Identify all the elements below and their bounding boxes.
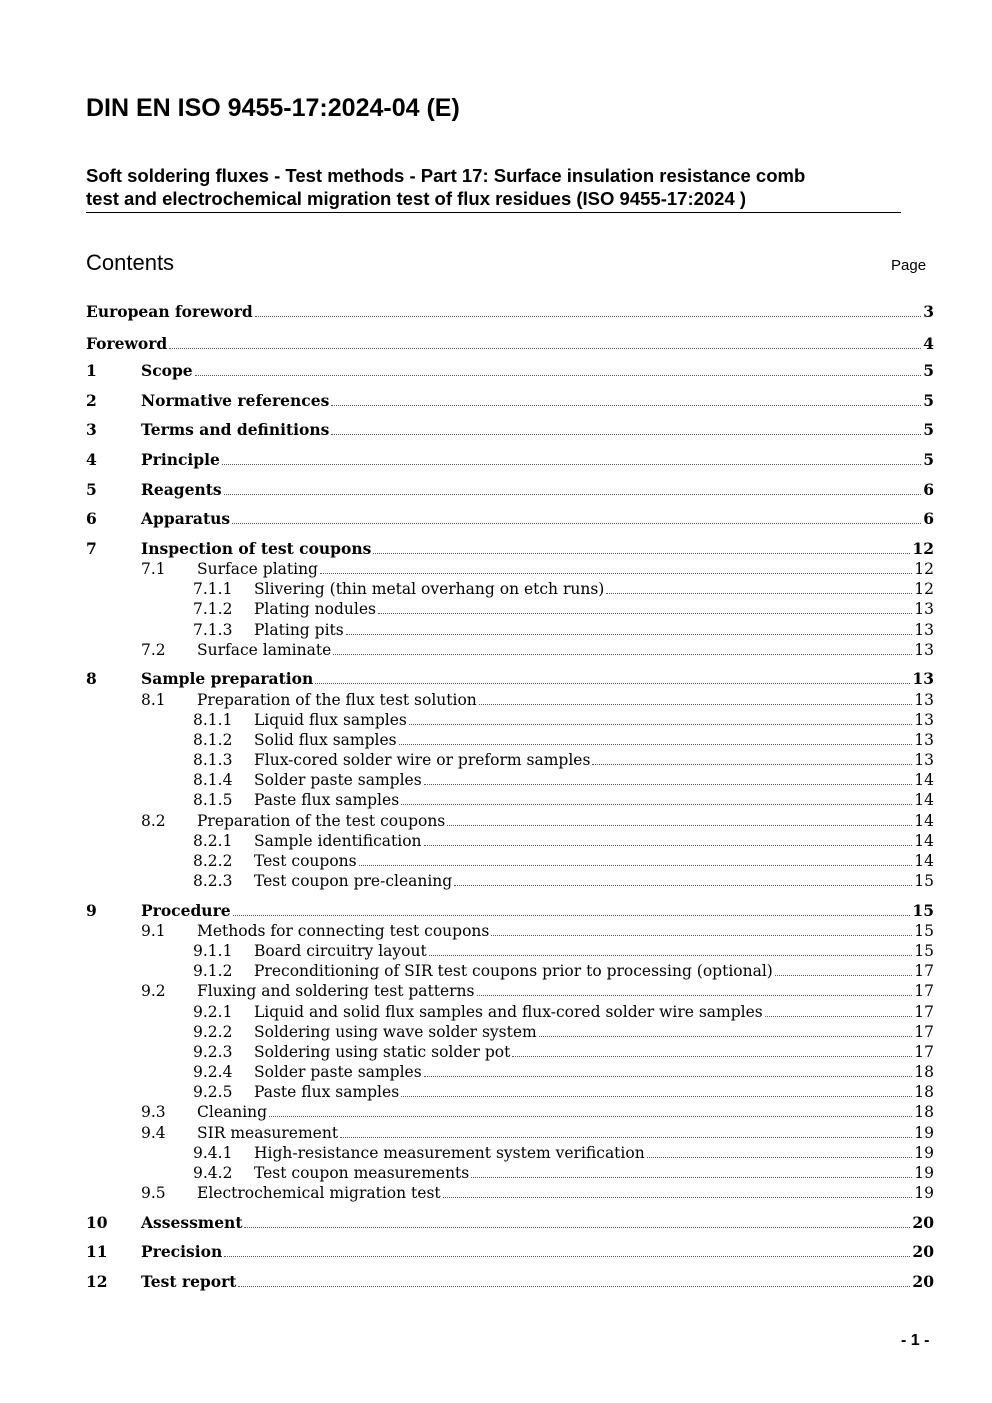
toc-dot-leader (409, 724, 912, 725)
toc-entry-title: Liquid flux samples (254, 711, 407, 729)
toc-entry-title: Principle (141, 450, 220, 469)
toc-entry-page: 14 (914, 771, 934, 789)
toc-dot-leader (606, 593, 912, 594)
toc-entry[interactable] (86, 787, 934, 809)
toc-entry-number: 8.1.1 (193, 711, 233, 729)
toc-entry[interactable] (86, 331, 934, 353)
toc-dot-leader (539, 1036, 913, 1037)
toc-entry-page: 13 (914, 621, 934, 639)
toc-entry-page: 4 (923, 334, 934, 353)
toc-entry[interactable] (86, 358, 934, 380)
toc-entry-title: Solid flux samples (254, 731, 397, 749)
toc-dot-leader (232, 523, 921, 524)
toc-entry-title: Paste flux samples (254, 1083, 400, 1101)
toc-entry-title: Methods for connecting test coupons (197, 922, 490, 940)
toc-entry-number: 12 (86, 1272, 108, 1291)
toc-entry-page: 18 (914, 1063, 934, 1081)
toc-entry-page: 12 (914, 580, 934, 598)
toc-entry-title: Preparation of the flux test solution (197, 691, 477, 709)
toc-entry-title: Apparatus (141, 509, 231, 528)
toc-entry-page: 13 (912, 669, 934, 688)
toc-entry[interactable] (86, 477, 934, 499)
toc-entry-title: Plating pits (254, 621, 344, 639)
toc-entry-page: 14 (914, 791, 934, 809)
toc-entry[interactable] (86, 388, 934, 410)
toc-dot-leader (315, 683, 910, 684)
toc-entry-page: 14 (914, 812, 934, 830)
toc-entry[interactable] (86, 707, 934, 729)
toc-entry-number: 9.1.1 (193, 942, 233, 960)
toc-entry-number: 9.1 (141, 922, 166, 940)
toc-entry[interactable] (86, 536, 934, 558)
toc-dot-leader (195, 375, 922, 376)
toc-dot-leader (775, 975, 912, 976)
toc-dot-leader (491, 935, 912, 936)
toc-entry-number: 11 (86, 1242, 108, 1261)
toc-dot-leader (224, 1256, 910, 1257)
toc-entry[interactable] (86, 687, 934, 709)
page-number: - 1 - (901, 1332, 930, 1349)
toc-entry-title: Reagents (141, 480, 222, 499)
toc-entry-number: 5 (86, 480, 97, 499)
toc-entry-title: Assessment (141, 1213, 243, 1232)
toc-dot-leader (424, 1076, 913, 1077)
toc-entry-number: 8.1 (141, 691, 166, 709)
toc-entry-number: 7.1.3 (193, 621, 233, 639)
toc-entry-title: Paste flux samples (254, 791, 400, 809)
toc-dot-leader (592, 764, 912, 765)
toc-entry[interactable] (86, 666, 934, 688)
toc-entry[interactable] (86, 1180, 934, 1202)
toc-entry-number: 7 (86, 539, 97, 558)
toc-entry-title: Sample identification (254, 832, 422, 850)
toc-entry-number: 8.2.2 (193, 852, 233, 870)
toc-entry-page: 12 (912, 539, 934, 558)
toc-dot-leader (255, 316, 921, 317)
toc-entry-title: SIR measurement (197, 1124, 339, 1142)
toc-entry-page: 19 (914, 1164, 934, 1182)
toc-entry-number: 7.1 (141, 560, 166, 578)
toc-entry-title: Sample preparation (141, 669, 314, 688)
subtitle-line-1: Soft soldering fluxes - Test methods - Part 17: Surface insulation resistance comb (86, 165, 806, 186)
toc-entry[interactable] (86, 1210, 934, 1232)
toc-entry-number: 9.4 (141, 1124, 166, 1142)
toc-entry-number: 9.2.5 (193, 1083, 233, 1101)
toc-entry[interactable] (86, 506, 934, 528)
toc-entry-page: 12 (914, 560, 934, 578)
toc-entry-page: 18 (914, 1083, 934, 1101)
toc-entry-title: Flux-cored solder wire or preform samples (254, 751, 591, 769)
toc-entry-title: Precision (141, 1242, 223, 1261)
toc-dot-leader (471, 1177, 912, 1178)
toc-entry-number: 3 (86, 420, 97, 439)
toc-entry[interactable] (86, 1099, 934, 1121)
toc-entry-title: Solder paste samples (254, 771, 422, 789)
toc-dot-leader (340, 1137, 912, 1138)
toc-entry[interactable] (86, 1269, 934, 1291)
toc-entry[interactable] (86, 617, 934, 639)
toc-entry-number: 9.3 (141, 1103, 166, 1121)
toc-entry-title: Surface plating (197, 560, 318, 578)
toc-entry-title: Plating nodules (254, 600, 376, 618)
toc-entry[interactable] (86, 596, 934, 618)
toc-entry-page: 14 (914, 852, 934, 870)
toc-dot-leader (443, 1197, 913, 1198)
toc-entry-title: Soldering using static solder pot (254, 1043, 511, 1061)
toc-entry-number: 1 (86, 361, 97, 380)
toc-entry-title: Preparation of the test coupons (197, 812, 446, 830)
toc-entry-title: Board circuitry layout (254, 942, 427, 960)
contents-heading: Contents (86, 250, 175, 275)
toc-entry-page: 17 (914, 962, 934, 980)
toc-entry-page: 5 (923, 361, 934, 380)
toc-entry[interactable] (86, 978, 934, 1000)
toc-dot-leader (424, 784, 913, 785)
toc-entry-page: 13 (914, 751, 934, 769)
toc-entry[interactable] (86, 918, 934, 940)
toc-entry-page: 18 (914, 1103, 934, 1121)
toc-dot-leader (233, 915, 911, 916)
toc-entry[interactable] (86, 1120, 934, 1142)
toc-dot-leader (429, 955, 913, 956)
toc-entry[interactable] (86, 808, 934, 830)
toc-entry[interactable] (86, 1140, 934, 1162)
toc-entry-page: 15 (914, 872, 934, 890)
toc-dot-leader (512, 1056, 912, 1057)
toc-entry[interactable] (86, 898, 934, 920)
toc-entry[interactable] (86, 747, 934, 769)
toc-dot-leader (378, 613, 912, 614)
toc-entry-number: 9.2.3 (193, 1043, 233, 1061)
toc-dot-leader (331, 405, 921, 406)
toc-entry-title: Procedure (141, 901, 231, 920)
toc-entry-title: Normative references (141, 391, 330, 410)
toc-entry-page: 20 (912, 1272, 934, 1291)
toc-entry-number: 2 (86, 391, 97, 410)
toc-entry-number: 7.1.1 (193, 580, 233, 598)
toc-entry-page: 19 (914, 1184, 934, 1202)
toc-entry-number: 8.1.4 (193, 771, 233, 789)
toc-dot-leader (222, 464, 921, 465)
toc-entry-title: Fluxing and soldering test patterns (197, 982, 475, 1000)
toc-entry-number: 9.4.2 (193, 1164, 233, 1182)
toc-dot-leader (333, 654, 912, 655)
toc-entry-title: Cleaning (197, 1103, 268, 1121)
toc-dot-leader (169, 348, 921, 349)
toc-dot-leader (359, 865, 913, 866)
toc-entry[interactable] (86, 1059, 934, 1081)
toc-entry-number: 9.2.2 (193, 1023, 233, 1041)
toc-entry-page: 15 (914, 942, 934, 960)
toc-entry-number: 9.4.1 (193, 1144, 233, 1162)
toc-entry-number: 9.5 (141, 1184, 166, 1202)
subtitle-line-2: test and electrochemical migration test of flux residues (ISO 9455-17:2024 ) (86, 188, 747, 209)
toc-entry[interactable] (86, 958, 934, 980)
toc-entry-title: Test coupon measurements (254, 1164, 470, 1182)
toc-entry-title: Test report (141, 1272, 237, 1291)
toc-entry-page: 5 (923, 391, 934, 410)
toc-entry-number: 9.1.2 (193, 962, 233, 980)
toc-entry-number: 8 (86, 669, 97, 688)
toc-entry-page: 13 (914, 641, 934, 659)
toc-entry-page: 17 (914, 1003, 934, 1021)
toc-entry-page: 17 (914, 1043, 934, 1061)
toc-entry-page: 15 (912, 901, 934, 920)
toc-entry-title: Test coupon pre-cleaning (254, 872, 453, 890)
toc-entry-number: 4 (86, 450, 97, 469)
toc-entry-number: 9 (86, 901, 97, 920)
toc-entry-page: 13 (914, 711, 934, 729)
toc-entry-title: Surface laminate (197, 641, 332, 659)
toc-dot-leader (269, 1116, 912, 1117)
toc-dot-leader (244, 1227, 910, 1228)
toc-entry-title: Liquid and solid flux samples and flux-cored solder wire samples (254, 1003, 763, 1021)
toc-entry-page: 19 (914, 1144, 934, 1162)
toc-entry-page: 3 (923, 302, 934, 321)
toc-entry-title: Test coupons (254, 852, 357, 870)
toc-entry[interactable] (86, 417, 934, 439)
toc-dot-leader (331, 434, 921, 435)
toc-entry[interactable] (86, 637, 934, 659)
toc-entry-title: Soldering using wave solder system (254, 1023, 537, 1041)
toc-entry-title: Foreword (86, 334, 168, 353)
toc-dot-leader (238, 1286, 910, 1287)
page-column-label: Page (891, 257, 927, 274)
toc-entry-page: 13 (914, 691, 934, 709)
toc-entry-title: European foreword (86, 302, 253, 321)
toc-entry-number: 8.2.3 (193, 872, 233, 890)
toc-entry-title: Terms and definitions (141, 420, 330, 439)
toc-entry-number: 10 (86, 1213, 108, 1232)
toc-dot-leader (399, 744, 913, 745)
toc-entry[interactable] (86, 1160, 934, 1182)
toc-dot-leader (373, 553, 910, 554)
toc-dot-leader (454, 885, 912, 886)
toc-entry-page: 14 (914, 832, 934, 850)
toc-entry-page: 20 (912, 1213, 934, 1232)
toc-entry-page: 19 (914, 1124, 934, 1142)
toc-entry[interactable] (86, 1239, 934, 1261)
toc-entry[interactable] (86, 938, 934, 960)
toc-entry-page: 15 (914, 922, 934, 940)
toc-entry-number: 8.1.2 (193, 731, 233, 749)
toc-entry-number: 8.2.1 (193, 832, 233, 850)
toc-dot-leader (401, 1096, 912, 1097)
toc-dot-leader (477, 995, 913, 996)
toc-entry-number: 8.1.5 (193, 791, 233, 809)
toc-entry[interactable] (86, 1079, 934, 1101)
toc-dot-leader (224, 494, 922, 495)
toc-entry[interactable] (86, 447, 934, 469)
toc-dot-leader (479, 704, 912, 705)
toc-entry-page: 17 (914, 982, 934, 1000)
document-title: DIN EN ISO 9455-17:2024-04 (E) (86, 94, 460, 122)
toc-entry-page: 20 (912, 1242, 934, 1261)
toc-entry-number: 6 (86, 509, 97, 528)
toc-entry-number: 9.2 (141, 982, 166, 1000)
toc-entry[interactable] (86, 576, 934, 598)
toc-entry-number: 8.1.3 (193, 751, 233, 769)
toc-entry[interactable] (86, 1039, 934, 1061)
toc-entry-title: Electrochemical migration test (197, 1184, 441, 1202)
toc-dot-leader (765, 1016, 913, 1017)
document-subtitle (86, 164, 901, 213)
toc-entry-title: Solder paste samples (254, 1063, 422, 1081)
toc-entry-title: Slivering (thin metal overhang on etch runs) (254, 580, 605, 598)
toc-entry-page: 6 (923, 509, 934, 528)
toc-entry[interactable] (86, 556, 934, 578)
toc-entry-page: 6 (923, 480, 934, 499)
toc-entry[interactable] (86, 868, 934, 890)
toc-entry-page: 5 (923, 450, 934, 469)
toc-entry-number: 8.2 (141, 812, 166, 830)
toc-entry-title: High-resistance measurement system verification (254, 1144, 645, 1162)
toc-entry[interactable] (86, 828, 934, 850)
toc-dot-leader (447, 825, 912, 826)
toc-entry[interactable] (86, 299, 934, 321)
toc-entry[interactable] (86, 999, 934, 1021)
toc-entry-page: 13 (914, 600, 934, 618)
toc-entry-title: Preconditioning of SIR test coupons prior to processing (optional) (254, 962, 773, 980)
toc-entry-number: 7.2 (141, 641, 166, 659)
toc-dot-leader (320, 573, 912, 574)
toc-entry-page: 17 (914, 1023, 934, 1041)
toc-entry-page: 13 (914, 731, 934, 749)
toc-entry-title: Inspection of test coupons (141, 539, 372, 558)
toc-entry[interactable] (86, 1019, 934, 1041)
toc-dot-leader (424, 845, 913, 846)
toc-dot-leader (401, 804, 912, 805)
toc-entry-title: Scope (141, 361, 193, 380)
toc-entry[interactable] (86, 848, 934, 870)
toc-entry-number: 9.2.1 (193, 1003, 233, 1021)
toc-entry-number: 9.2.4 (193, 1063, 233, 1081)
toc-entry-number: 7.1.2 (193, 600, 233, 618)
toc-dot-leader (346, 634, 913, 635)
toc-entry[interactable] (86, 727, 934, 749)
toc-entry-page: 5 (923, 420, 934, 439)
toc-dot-leader (647, 1157, 913, 1158)
toc-entry[interactable] (86, 767, 934, 789)
